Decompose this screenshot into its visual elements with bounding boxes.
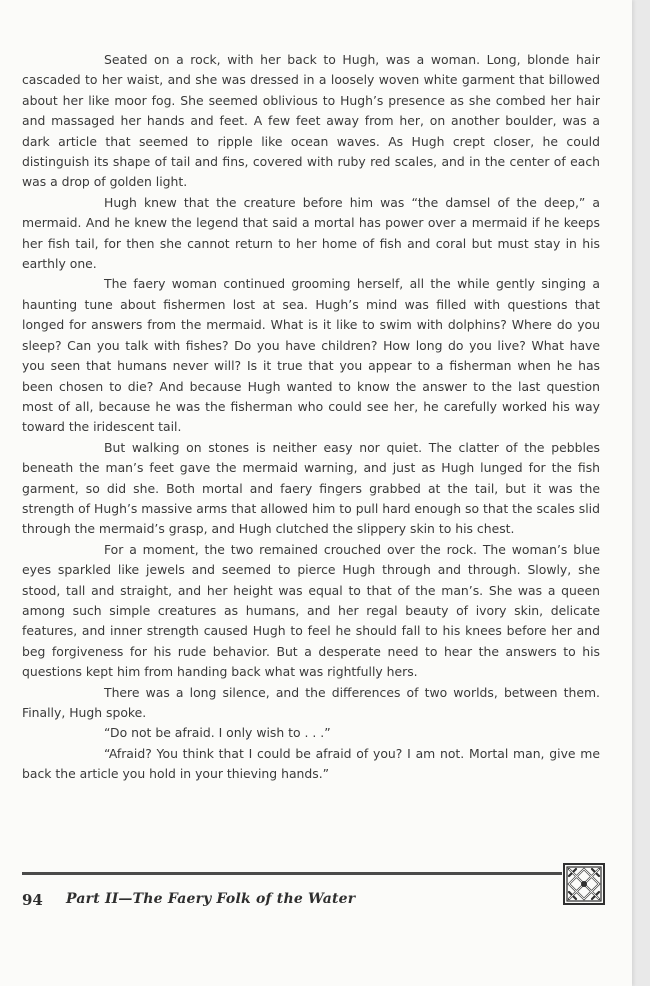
paragraph-2: Hugh knew that the creature before him was “the damsel of the deep,” a mermaid. And he knew the legend that said a mortal has power over a mermaid if he keeps her fish tail, for then she cannot return to her home of fish and coral but must stay in his earthly one. [22,194,600,272]
paragraph-3: The faery woman continued grooming herself, all the while gently singing a haunting tune about fishermen lost at sea. Hugh’s mind was filled with questions that longed for answers from the mermaid. What is it like to swim with dolphins? Where do you sleep? Can you talk with fishes? Do you have children? How long do you live? What have you seen that humans never will? Is it true that you appear to a fisherman when he has been chosen to die? And because Hugh wanted to know the answer to the last question most of all, because he was the fisherman who could see her, he carefully worked his way toward the iridescent tail. [22,276,600,435]
paragraph-7: “Do not be afraid. I only wish to . . .” [104,725,331,741]
page-number: 94 [22,891,43,909]
running-head: Part II—The Faery Folk of the Water [66,891,356,907]
footer-rule [22,872,562,875]
paragraph-8: “Afraid? You think that I could be afraid of you? I am not. Mortal man, give me back the article you hold in your thieving hands.” [22,745,600,782]
paragraph-5: For a moment, the two remained crouched over the rock. The woman’s blue eyes sparkled like jewels and seemed to pierce Hugh through and through. Slowly, she stood, tall and straight, and her height was equal to that of the man’s. She was a queen among such simple creatures as humans, and her regal beauty of ivory skin, delicate features, and inner strength caused Hugh to feel he should fall to his knees before her and beg forgiveness for his rude behavior. But a desperate need to hear the answers to his questions kept him from handing back what was rightfully hers. [22,541,600,680]
paragraph-4: But walking on stones is neither easy nor quiet. The clatter of the pebbles beneath the man’s feet gave the mermaid warning, and just as Hugh lunged for the fish garment, so did she. Both mortal and faery fingers grabbed at the tail, but it was the strength of Hugh’s massive arms that allowed him to pull hard enough so that the scales slid through the mermaid’s grasp, and Hugh clutched the slippery skin to his chest. [22,439,600,537]
paragraph-1: Seated on a rock, with her back to Hugh, was a woman. Long, blonde hair cascaded to her waist, and she was dressed in a loosely woven white garment that billowed about her like moor fog. She seemed oblivious to Hugh’s presence as she combed her hair and massaged her hands and feet. A few feet away from her, on another boulder, was a dark article that seemed to ripple like ocean waves. As Hugh crept closer, he could distinguish its shape of tail and fins, covered with ruby red scales, and in the center of each was a drop of golden light. [22,52,600,190]
celtic-knot-icon [563,863,605,905]
body-text [22,50,600,785]
paragraph-6: There was a long silence, and the differences of two worlds, between them. Finally, Hugh spoke. [22,684,600,720]
